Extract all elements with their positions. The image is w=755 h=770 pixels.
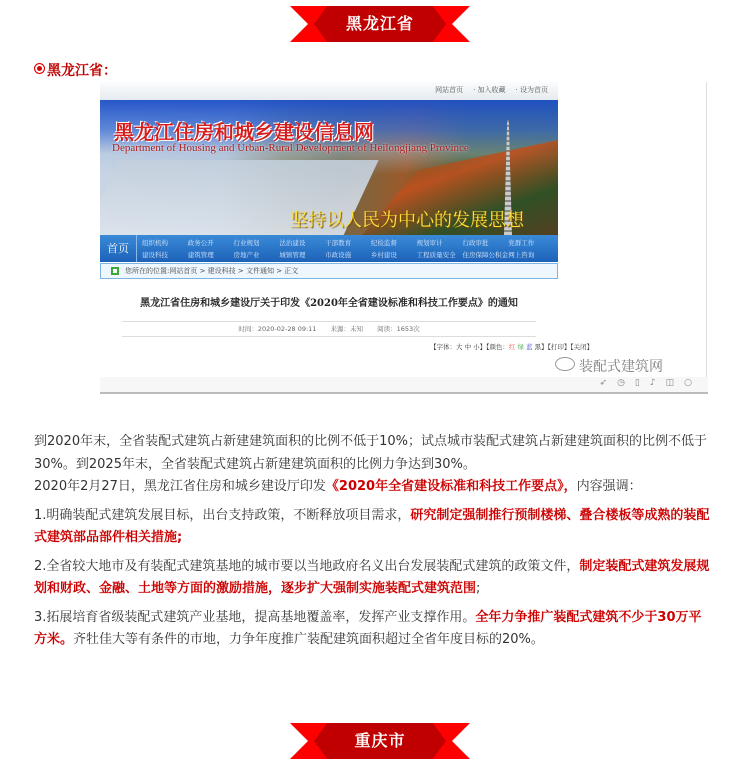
site-top-links: 网站首页 · 加入收藏 · 设为首页 [100, 82, 558, 100]
divider [706, 82, 707, 382]
top-link-home: 网站首页 [435, 86, 464, 94]
history-icon: ◷ [617, 378, 635, 388]
item2-text: 2.全省较大地市及有装配式建筑基地的城市要以当地政府名义出台发展装配式建筑的政策文件， [34, 558, 580, 574]
item3-highlight: 全年力争推广装配式建筑不少于30万平方米。 [34, 609, 702, 647]
section-ribbon-chongqing [290, 723, 470, 759]
site-banner [100, 100, 558, 235]
site-breadcrumb [100, 263, 558, 279]
top-link-sethome: 设为首页 [520, 86, 548, 94]
section-heading [34, 60, 117, 80]
toolbar-icons [600, 378, 702, 388]
nav-item: 建设科技 [142, 251, 168, 259]
nav-item: 行政审批 [462, 239, 489, 247]
tool-close: 【关闭】 [570, 343, 594, 351]
nav-home: 首页 [100, 235, 137, 262]
site-title-en: Department of Housing and Urban-Rural Development of Heilongjiang Province [112, 142, 469, 154]
nav-item: 工程质量安全 [416, 251, 456, 259]
tool-color-label: 【颜色： [486, 343, 509, 351]
bullet-dot-icon [34, 63, 45, 74]
article-views: 阅读：1653次 [377, 325, 420, 333]
article-title: 黑龙江省住房和城乡建设厅关于印发《2020年全省建设标准和科技工作要点》的通知 [140, 298, 518, 309]
location-icon [111, 267, 119, 275]
watermark-text: 装配式建筑网 [579, 359, 663, 375]
nav-item: 干部教育 [325, 239, 352, 247]
section-heading-text: 黑龙江省： [47, 63, 117, 79]
nav-item: 政务公开 [187, 239, 214, 247]
nav-item: 城镇管理 [279, 251, 306, 259]
item2-highlight: 制定装配式建筑发展规划和财政、金融、土地等方面的激励措施，逐步扩大强制实施装配式建筑范围 [34, 558, 710, 596]
nav-item: 网上咨询 [508, 251, 535, 259]
nav-item: 组织机构 [142, 239, 168, 247]
nav-item: 住房保障公积金 [462, 251, 508, 259]
nav-item: 市政设施 [325, 251, 352, 259]
paragraph-intro [34, 476, 714, 499]
site-nav [100, 235, 558, 262]
speaker-icon: ♪ [649, 378, 666, 388]
nav-item: 房地产业 [233, 251, 260, 259]
tool-color-black: 黑】 [534, 343, 548, 351]
embedded-website-screenshot [100, 82, 708, 394]
breadcrumb-text: 您所在的位置:网站首页 > 建设科技 > 文件通知 > 正文 [125, 267, 299, 275]
screenshot-bottom-toolbar [100, 377, 708, 394]
tool-color-blue: 蓝 [526, 343, 533, 351]
ribbon-label: 黑龙江省 [345, 14, 414, 33]
item1-highlight: 研究制定强制推行预制楼梯、叠合楼板等成熟的装配式建筑部品部件相关措施; [34, 507, 710, 545]
ribbon-label: 重庆市 [354, 731, 406, 750]
nav-item: 纪检监督 [370, 239, 397, 247]
paragraph-target: 到2020年末，全省装配式建筑占新建建筑面积的比例不低于10%；试点城市装配式建筑占新建建筑面积的比例不低于30%。到2025年末，全省装配式建筑占新建建筑面积的比例力争达到30%。 [34, 434, 707, 472]
intro-text: 2020年2月27日，黑龙江省住房和城乡建设厅印发 [34, 479, 326, 494]
banner-slogan: 坚持以人民为中心的发展思想 [290, 210, 524, 231]
nav-item: 建筑管理 [187, 251, 214, 259]
list-item-1 [34, 505, 714, 550]
site-title-cn: 黑龙江住房和城乡建设信息网 [114, 120, 374, 144]
item3-text: 3.拓展培育省级装配式建筑产业基地，提高基地覆盖率，发挥产业支撑作用。 [34, 609, 476, 625]
nav-item: 行业规划 [233, 239, 260, 247]
copy-icon: ◫ [665, 378, 685, 388]
trash-icon: ▯ [634, 378, 650, 388]
item2-end: ; [476, 581, 481, 596]
article-body [34, 431, 714, 652]
watermark [555, 356, 663, 376]
intro-text-end: 内容强调： [576, 479, 642, 494]
item3-end: 齐牡佳大等有条件的市地，力争年度推广装配建筑面积超过全省年度目标的20%。 [73, 632, 544, 647]
item1-text: 1.明确装配式建筑发展目标，出台支持政策，不断释放项目需求， [34, 507, 411, 523]
document-title-highlight: 《2020年全省建设标准和科技工作要点》， [325, 479, 577, 494]
section-ribbon-heilongjiang [290, 6, 470, 42]
nav-item: 党群工作 [508, 239, 535, 247]
wechat-icon [555, 357, 575, 371]
nav-item: 乡村建设 [370, 251, 397, 259]
tool-color-red: 红 [508, 343, 516, 351]
top-link-bookmark: 加入收藏 [477, 86, 506, 94]
article-meta [122, 321, 536, 337]
list-item-3 [34, 607, 714, 652]
article-time: 时间：2020-02-28 09:11 [238, 325, 317, 333]
tool-font-size: 【字体：大 中 小】 [430, 343, 487, 351]
nav-item: 法治建设 [279, 239, 306, 247]
tool-print: 【打印】 [547, 343, 571, 351]
article-source: 来源：未知 [330, 325, 364, 333]
nav-item: 规划审计 [416, 239, 443, 247]
rocket-icon: ➶ [599, 378, 618, 388]
nav-grid [142, 238, 554, 259]
search-icon: ○ [684, 378, 702, 388]
list-item-2 [34, 556, 714, 601]
tool-color-green: 绿 [517, 343, 524, 351]
article-tools [430, 342, 593, 351]
